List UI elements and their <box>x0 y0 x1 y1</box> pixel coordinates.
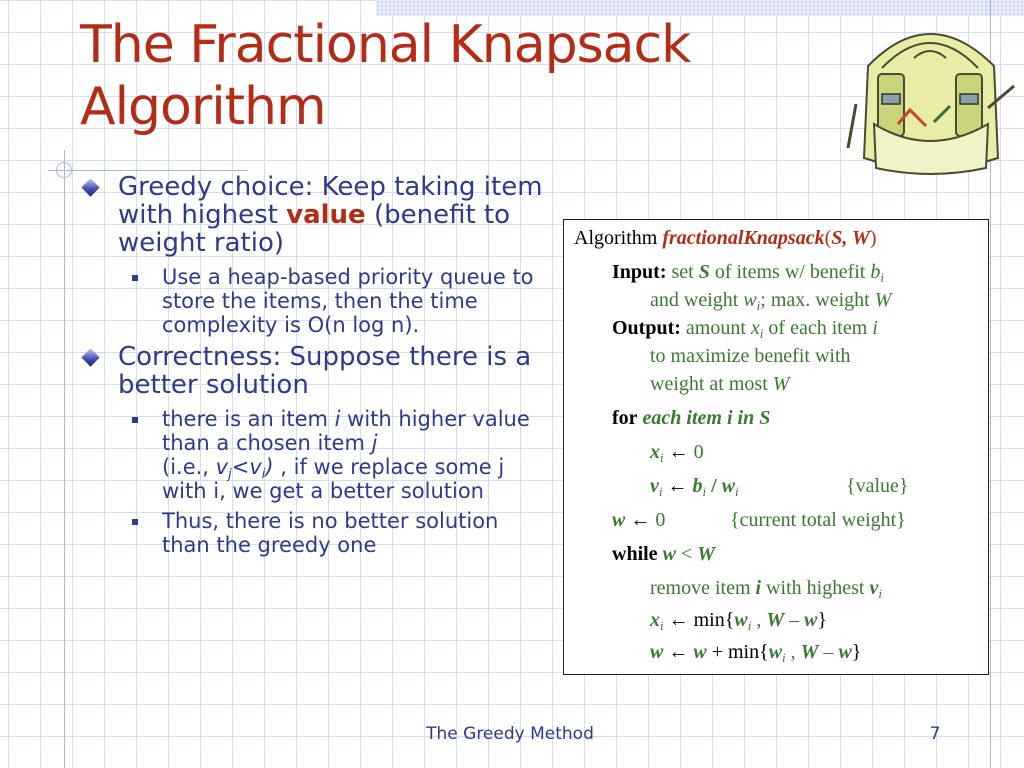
paren: ( <box>824 227 832 249</box>
var-i: i <box>755 577 762 599</box>
bullet-text: Thus, there is no better solution than the greedy one <box>162 509 499 557</box>
arrow-icon: ← <box>667 475 688 497</box>
bullet-text: Correctness: Suppose there is a better solution <box>118 342 532 400</box>
square-bullet-icon <box>132 417 138 423</box>
comment-value: {value} <box>846 475 909 497</box>
arrow-icon: ← <box>668 641 689 663</box>
output-line-1 <box>612 316 878 340</box>
text-segment: of items w/ benefit <box>709 261 871 283</box>
title-divider-line <box>48 170 248 171</box>
var-w: w <box>650 641 664 663</box>
var-w: w <box>838 641 852 663</box>
text-segment: with highest <box>761 577 870 599</box>
bullet-correctness <box>82 343 552 399</box>
backpack-icon <box>838 8 1022 180</box>
keyword-algorithm: Algorithm <box>574 227 658 249</box>
bullet-text: (benefit to weight ratio) <box>118 200 511 258</box>
close-paren: ) <box>265 455 274 479</box>
text-segment: and weight <box>650 289 744 311</box>
comma: , <box>751 609 767 631</box>
comma: , <box>785 641 801 663</box>
subscript-i: i <box>747 618 752 633</box>
subscript-i: i <box>878 586 882 601</box>
var-w: w <box>612 509 626 531</box>
min-open: min{ <box>693 609 735 631</box>
subscript-i: i <box>880 270 884 285</box>
var-W: W <box>874 289 892 311</box>
text-segment: of each item <box>763 317 873 339</box>
subscript-i: i <box>658 484 663 499</box>
var-w: w <box>662 543 676 565</box>
text-segment: weight at most <box>650 373 773 395</box>
text-segment: amount <box>685 317 751 339</box>
var-i: i <box>872 317 878 339</box>
subscript-i: i <box>756 298 761 313</box>
input-line-2 <box>650 288 891 312</box>
emphasis-value: value <box>286 200 366 230</box>
var-i: i <box>334 407 341 431</box>
keyword-input: Input: <box>612 261 667 283</box>
close-brace: } <box>851 641 862 663</box>
close-brace: } <box>817 609 828 631</box>
var-w: w <box>804 609 818 631</box>
var-S: S <box>698 261 710 283</box>
subscript-i: i <box>702 484 707 499</box>
page-number: 7 <box>929 724 941 744</box>
value-zero: 0 <box>693 441 704 463</box>
text-segment: remove item <box>650 577 756 599</box>
var-x: x <box>650 609 660 631</box>
var-v: v <box>215 455 229 479</box>
footer-title: The Greedy Method <box>426 724 594 744</box>
text-segment: ; max. weight <box>760 289 875 311</box>
bullet-text: Use a heap-based priority queue to store the items, then the time complexity is O(n log n). <box>162 265 534 337</box>
var-w: w <box>768 641 783 663</box>
var-w: w <box>734 609 748 631</box>
algo-header <box>574 226 876 250</box>
subscript-i: i <box>660 450 664 465</box>
for-line <box>612 406 770 430</box>
var-W: W <box>766 609 785 631</box>
paren: ) <box>869 227 877 249</box>
less-than: < <box>675 543 698 565</box>
subscript-i: i <box>660 618 664 633</box>
assign-v <box>650 474 739 498</box>
subscript-i: i <box>782 650 786 665</box>
square-bullet-icon <box>132 519 138 525</box>
minus: – <box>784 609 805 631</box>
assign-w-plus <box>650 640 861 664</box>
subscript-i: i <box>261 467 266 482</box>
keyword-output: Output: <box>612 317 681 339</box>
minus: – <box>818 641 839 663</box>
algo-params: S, W <box>831 227 870 249</box>
var-v: v <box>869 577 879 599</box>
var-v: v <box>249 455 262 479</box>
assign-x-min <box>650 608 827 632</box>
var-W: W <box>800 641 819 663</box>
assign-x-zero <box>650 440 704 464</box>
output-line-2: to maximize benefit with <box>650 345 851 367</box>
guide-circle-icon <box>56 162 72 178</box>
square-bullet-icon <box>132 275 138 281</box>
plus: + <box>711 641 728 663</box>
keyword-for: for <box>612 407 638 429</box>
sub-bullet-better-item <box>82 407 552 503</box>
bullet-greedy-choice <box>82 173 552 257</box>
text-segment: , if we replace some j with i, we get a better solution <box>162 455 505 503</box>
divide: / <box>706 475 722 497</box>
subscript-j: j <box>228 467 232 482</box>
arrow-icon: ← <box>630 509 651 531</box>
comment-weight: {current total weight} <box>730 509 906 531</box>
var-b: b <box>870 261 881 283</box>
bullet-text: Greedy choice: Keep taking item with highest <box>118 172 543 230</box>
value-zero: 0 <box>655 509 666 531</box>
text-segment: with higher value than a chosen item <box>162 407 530 455</box>
for-body: each item i in S <box>642 407 771 429</box>
min-open: min{ <box>727 641 769 663</box>
var-b: b <box>692 475 703 497</box>
var-w: w <box>743 289 757 311</box>
input-line-1 <box>612 260 884 284</box>
var-x: x <box>650 441 660 463</box>
sub-bullet-heap <box>82 265 552 337</box>
var-v: v <box>650 475 659 497</box>
subscript-i: i <box>759 326 764 341</box>
text-segment: there is an item <box>162 407 335 431</box>
algorithm-box <box>563 219 989 675</box>
remove-line <box>650 576 882 600</box>
var-w: w <box>721 475 736 497</box>
text-segment: set <box>671 261 699 283</box>
less-than: < <box>231 455 250 479</box>
assign-w-zero <box>612 508 665 532</box>
while-line <box>612 542 715 566</box>
var-x: x <box>750 317 760 339</box>
var-W: W <box>697 543 715 565</box>
diamond-bullet-icon <box>81 178 99 196</box>
left-guide-line <box>64 150 65 768</box>
title-line-1: The Fractional Knapsack <box>80 15 691 75</box>
diamond-bullet-icon <box>81 348 99 366</box>
text-segment: (i.e., <box>162 455 216 479</box>
var-j: j <box>371 431 378 455</box>
bullet-list <box>82 173 552 563</box>
subscript-i: i <box>735 484 739 499</box>
var-W: W <box>772 373 790 395</box>
algo-name: fractionalKnapsack <box>662 227 825 249</box>
arrow-icon: ← <box>668 441 689 463</box>
slide-title <box>80 14 800 138</box>
output-line-3 <box>650 372 789 396</box>
title-line-2: Algorithm <box>80 77 326 137</box>
sub-bullet-thus <box>82 509 552 557</box>
keyword-while: while <box>612 543 658 565</box>
var-w: w <box>693 641 707 663</box>
arrow-icon: ← <box>668 609 689 631</box>
